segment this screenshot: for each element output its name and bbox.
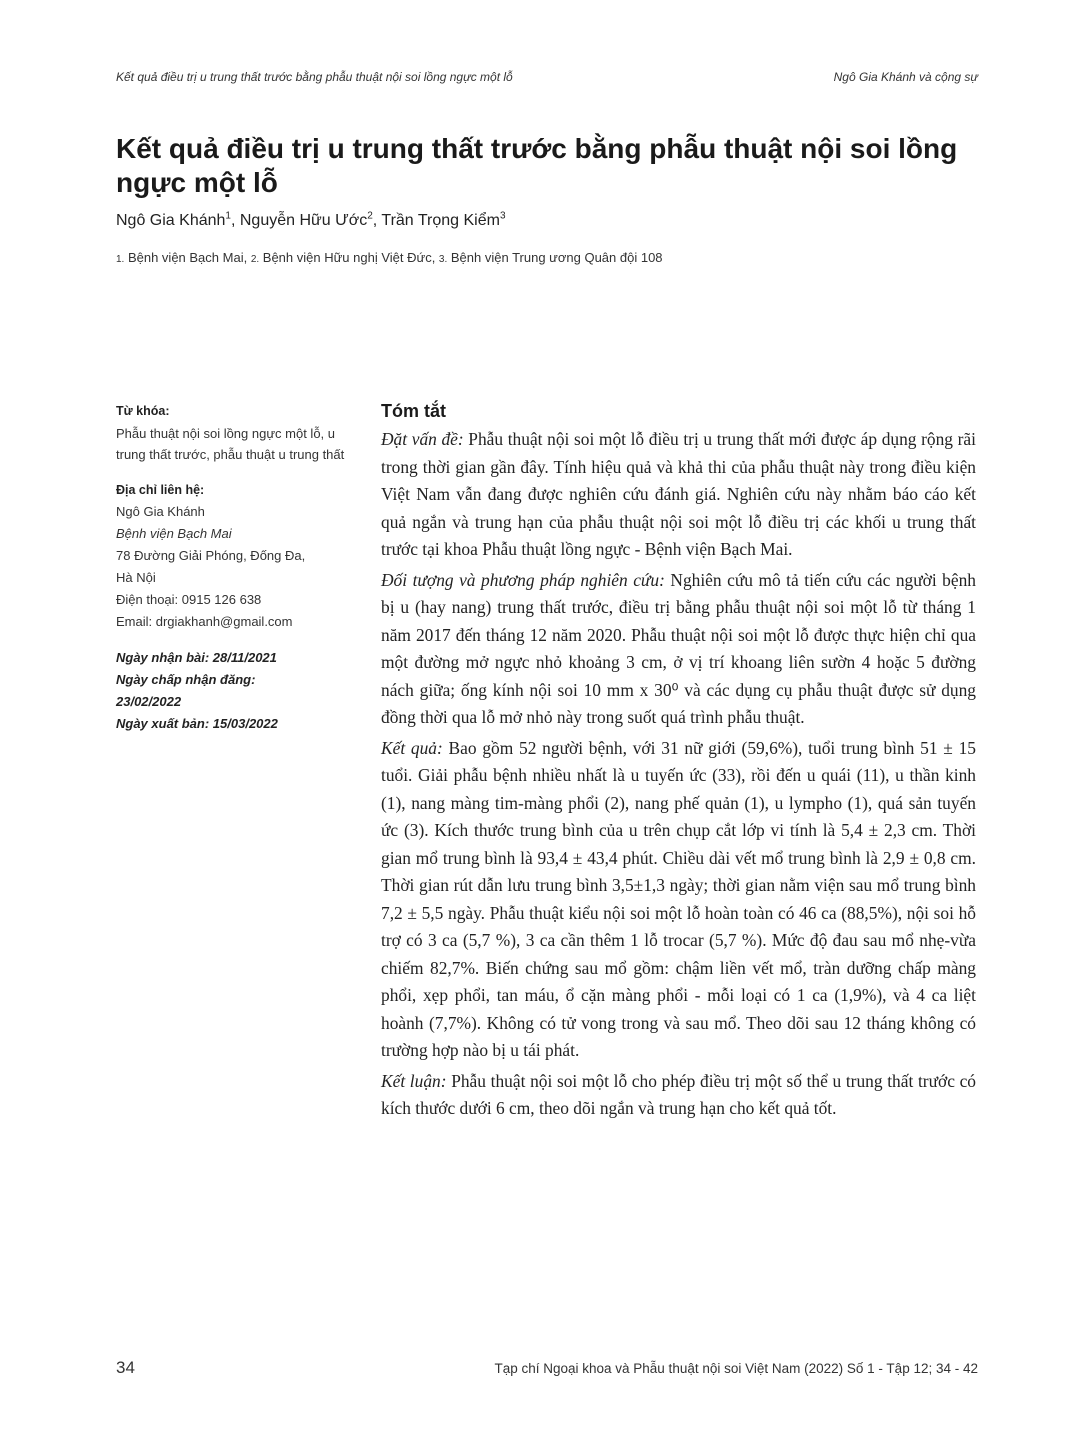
contact-email: Email: drgiakhanh@gmail.com: [116, 614, 293, 629]
paragraph-lead: Đối tượng và phương pháp nghiên cứu:: [381, 569, 665, 590]
abstract-paragraph: [381, 567, 976, 732]
keywords-text: Phẫu thuật nội soi lồng ngực một lỗ, u trung thất trước, phẫu thuật u trung thất: [116, 426, 345, 462]
page-number: 34: [116, 1358, 135, 1377]
contact-address-line: 78 Đường Giải Phóng, Đống Đa,: [116, 548, 306, 563]
affiliation: 3. Bệnh viện Trung ương Quân đội 108: [438, 250, 663, 265]
contact-name: Ngô Gia Khánh: [116, 504, 205, 519]
paragraph-text: Phẫu thuật nội soi một lỗ điều trị u trung thất mới được áp dụng rộng rãi trong thời gian gần đây. Tính hiệu quả và khả thi của phẫu thuật này trong điều kiện Việt Nam vẫn đang được nghiên cứu đánh giá. Nghiên cứu này nhằm báo cáo kết quả ngắn và trung hạn của phẫu thuật nội soi một lỗ điều trị các khối u trung thất trước tại khoa Phẫu thuật lồng ngực - Bệnh viện Bạch Mai.: [381, 429, 976, 559]
author-list: [116, 211, 506, 230]
affiliation: 2. Bệnh viện Hữu nghị Việt Đức,: [250, 250, 439, 265]
article-sidebar: [116, 400, 348, 749]
contact-organization: Bệnh viện Bạch Mai: [116, 526, 232, 541]
running-header-title: Kết quả điều trị u trung thất trước bằng phẫu thuật nội soi lồng ngực một lỗ: [116, 70, 513, 84]
contact-block: [116, 479, 348, 633]
keywords-block: [116, 400, 348, 465]
running-header-authors: Ngô Gia Khánh và cộng sự: [833, 70, 978, 84]
paragraph-lead: Đặt vấn đề:: [381, 429, 464, 449]
abstract-paragraph: [381, 1068, 976, 1123]
abstract-heading: Tóm tắt: [381, 401, 446, 421]
date-accepted-label: Ngày chấp nhận đăng:: [116, 672, 256, 687]
abstract-section: [381, 396, 976, 1126]
affiliation-list: [116, 250, 663, 265]
paragraph-text: Bao gồm 52 người bệnh, với 31 nữ giới (59,6%), tuổi trung bình 51 ± 15 tuổi. Giải phẫu bệnh nhiều nhất là u tuyến ức (33), rồi đến u quái (11), u thần kinh (1), nang màng tim-màng phổi (2), nang phế quản (1), u lympho (1), quá sản tuyến ức (3). Kích thước trung bình của u trên chụp cắt lớp vi tính là 5,4 ± 2,3 cm. Thời gian mổ trung bình là 93,4 ± 43,4 phút. Chiều dài vết mổ trung bình là 2,9 ± 0,8 cm. Thời gian rút dẫn lưu trung bình 3,5±1,3 ngày; thời gian nằm viện sau mổ trung bình 7,2 ± 5,5 ngày. Phẫu thuật kiểu nội soi một lỗ hoàn toàn có 46 ca (88,5%), nội soi hỗ trợ có 3 ca (5,7 %), 3 ca cần thêm 1 lỗ trocar (5,7 %). Mức độ đau sau mổ nhẹ-vừa chiếm 82,7%. Biến chứng sau mổ gồm: chậm liền vết mổ, tràn dưỡng chấp màng phổi, xẹp phổi, tan máu, ổ cặn màng phổi - mỗi loại có 1 ca (1,9%), và 4 ca liệt hoành (7,7%). Không có tử vong trong và sau mổ. Theo dõi sau 12 tháng không có trường hợp nào bị u tái phát.: [381, 737, 977, 1060]
author: Ngô Gia Khánh$^1$,: [116, 211, 240, 230]
keywords-label: Từ khóa:: [116, 404, 170, 418]
running-header: [116, 70, 978, 84]
contact-address-line: Hà Nội: [116, 570, 156, 585]
affiliation: 1. Bệnh viện Bạch Mai,: [116, 250, 251, 265]
paragraph-lead: Kết luận:: [381, 1070, 447, 1091]
author: Nguyễn Hữu Ước$^2$,: [239, 211, 382, 230]
author: Trần Trọng Kiểm$^3$: [381, 211, 506, 230]
date-accepted: 23/02/2022: [116, 694, 182, 709]
paragraph-lead: Kết quả:: [381, 737, 443, 758]
abstract-paragraph: [381, 426, 976, 564]
contact-phone: Điện thoại: 0915 126 638: [116, 592, 262, 607]
dates-block: [116, 647, 348, 735]
page-footer: [116, 1358, 978, 1378]
contact-label: Địa chỉ liên hệ:: [116, 483, 205, 497]
paragraph-text: Phẫu thuật nội soi một lỗ cho phép điều trị một số thể u trung thất trước có kích thước dưới 6 cm, theo dõi ngắn và trung hạn cho kết quả tốt.: [381, 1070, 976, 1118]
article-title: Kết quả điều trị u trung thất trước bằng phẫu thuật nội soi lồng ngực một lỗ: [116, 133, 958, 198]
date-published: Ngày xuất bản: 15/03/2022: [116, 716, 278, 731]
journal-citation: Tạp chí Ngoại khoa và Phẫu thuật nội soi Việt Nam (2022) Số 1 - Tập 12; 34 - 42: [494, 1361, 978, 1376]
paragraph-text: Nghiên cứu mô tả tiến cứu các người bệnh bị u (hay nang) trung thất trước, điều trị bằng phẫu thuật nội soi một lỗ từ tháng 1 năm 2017 đến tháng 12 năm 2020. Phẫu thuật nội soi một lỗ được thực hiện chỉ qua một đường mở ngực nhỏ khoảng 3 cm, ở vị trí khoang liên sườn 4 hoặc 5 đường nách giữa; ống kính nội soi 10 mm x 30⁰ và các dụng cụ phẫu thuật được sử dụng đồng thời qua lỗ mở nhỏ này trong suốt quá trình phẫu thuật.: [381, 569, 976, 727]
abstract-paragraph: [381, 735, 976, 1065]
date-received: Ngày nhận bài: 28/11/2021: [116, 650, 277, 665]
